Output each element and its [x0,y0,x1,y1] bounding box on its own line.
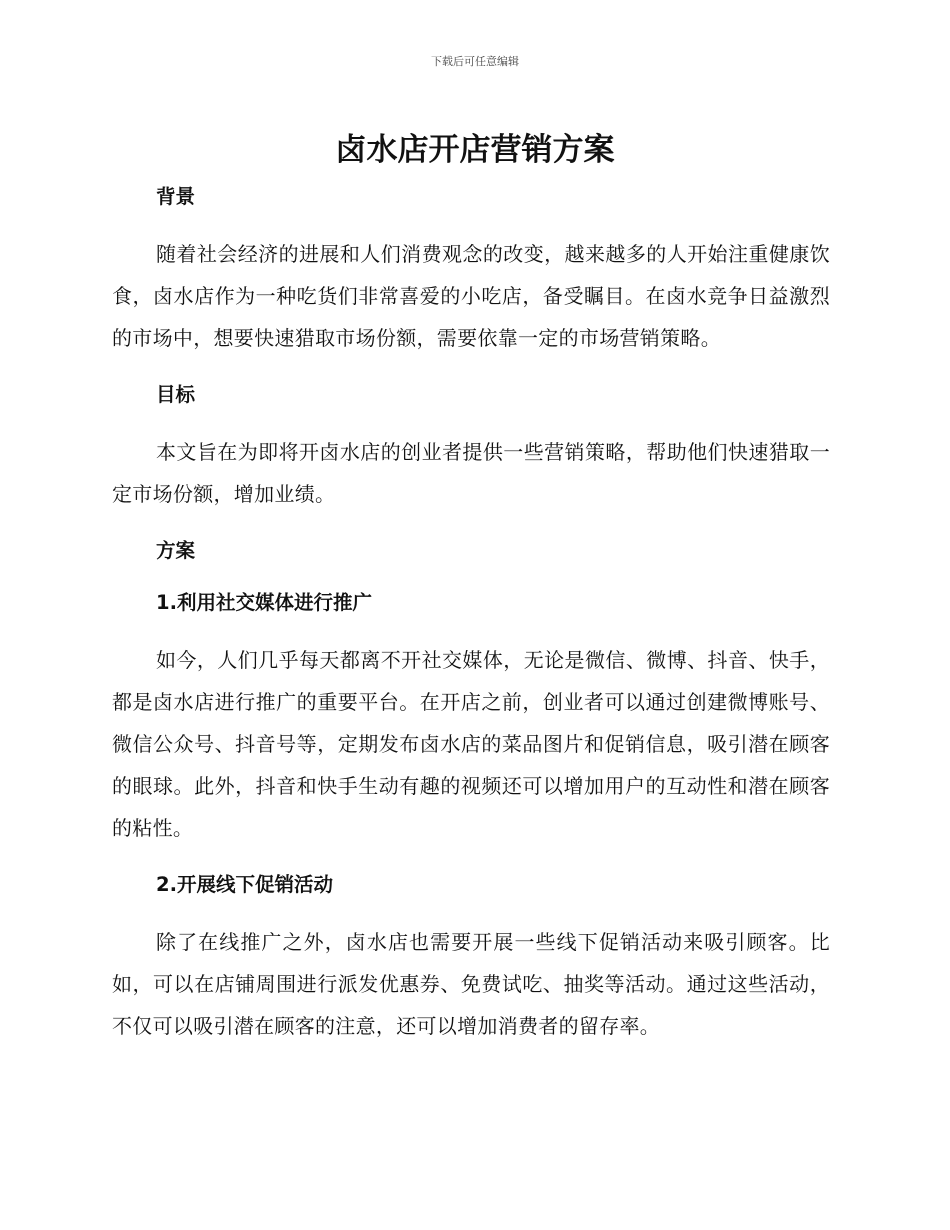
paragraph-background: 随着社会经济的进展和人们消费观念的改变，越来越多的人开始注重健康饮食，卤水店作为一种吃货们非常喜爱的小吃店，备受瞩目。在卤水竞争日益激烈的市场中，想要快速猎取市场份额，需要依靠一定的市场营销策略。 [112,242,830,350]
header-note: 下载后可任意编辑 [431,55,519,68]
paragraph-social-media: 如今，人们几乎每天都离不开社交媒体，无论是微信、微博、抖音、快手，都是卤水店进行推广的重要平台。在开店之前，创业者可以通过创建微博账号、微信公众号、抖音号等，定期发布卤水店的菜品图片和促销信息，吸引潜在顾客的眼球。此外，抖音和快手生动有趣的视频还可以增加用户的互动性和潜在顾客的粘性。 [112,648,830,840]
section-heading-background: 背景 [156,185,196,208]
paragraph-goal: 本文旨在为即将开卤水店的创业者提供一些营销策略，帮助他们快速猎取一定市场份额，增加业绩。 [112,440,830,506]
subheading-social-media: 1.利用社交媒体进行推广 [156,591,372,614]
section-heading-goal: 目标 [156,383,196,406]
document-body [112,181,830,1057]
paragraph-offline-promotion: 除了在线推广之外，卤水店也需要开展一些线下促销活动来吸引顾客。比如，可以在店铺周围进行派发优惠券、免费试吃、抽奖等活动。通过这些活动，不仅可以吸引潜在顾客的注意，还可以增加消费者的留存率。 [112,930,830,1038]
document-title: 卤水店开店营销方案 [335,132,615,168]
subheading-offline-promotion: 2.开展线下促销活动 [156,873,333,896]
section-heading-plan: 方案 [156,539,196,562]
